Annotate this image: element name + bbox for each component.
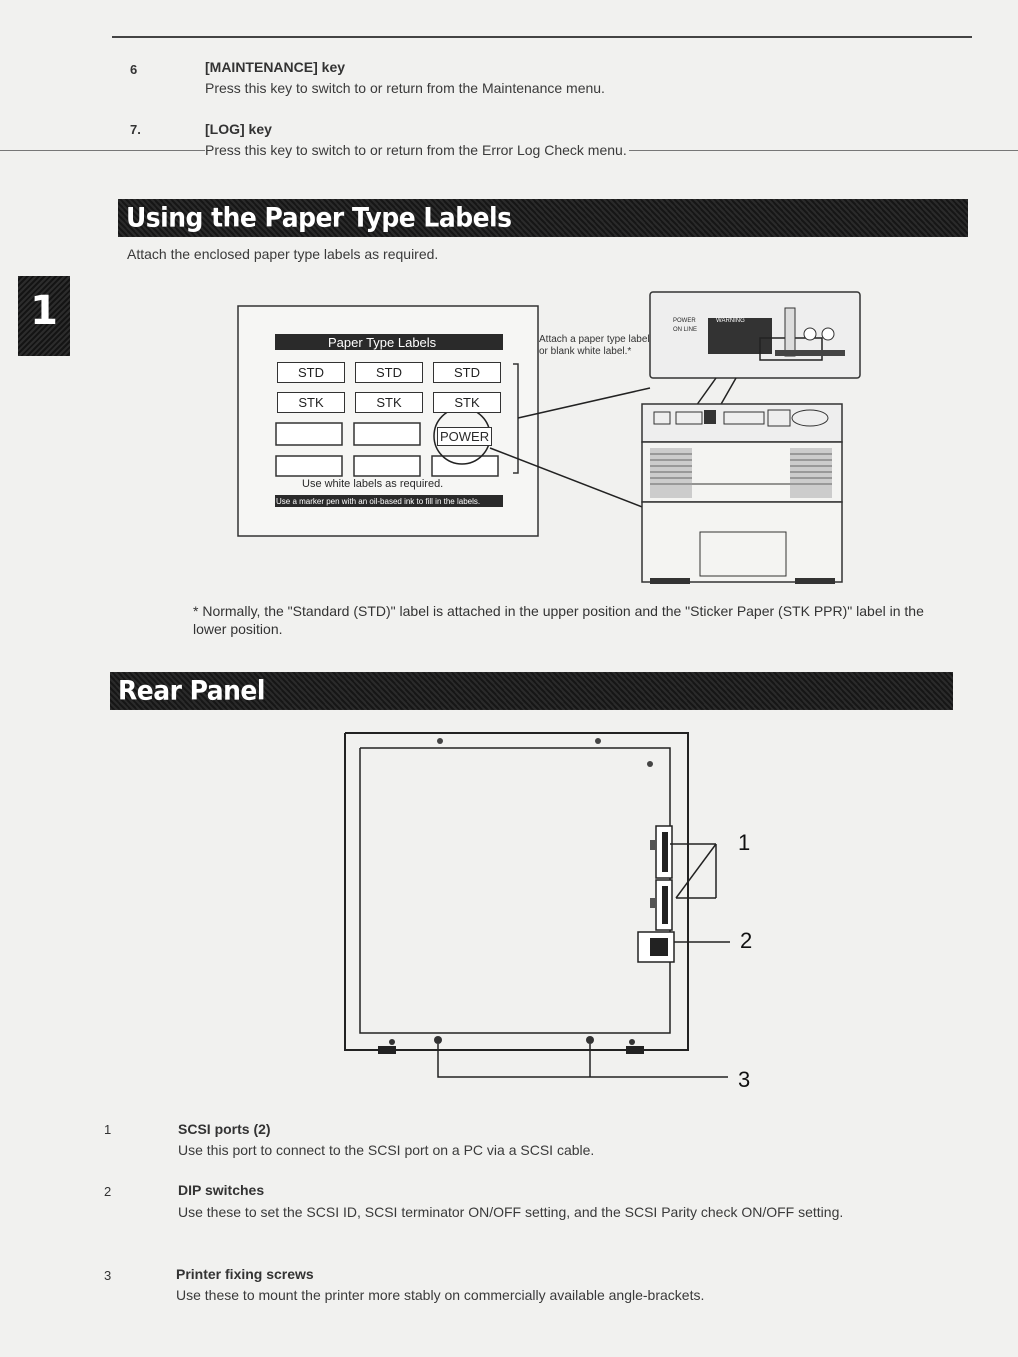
- key-title: [LOG] key: [205, 121, 272, 137]
- key-number: 6: [130, 62, 138, 77]
- key-description: Press this key to switch to or return from the Maintenance menu.: [205, 80, 605, 96]
- panel-power-text: POWER: [673, 318, 696, 324]
- label-stk: STK: [355, 392, 423, 413]
- section-banner-paper-labels: Using the Paper Type Labels: [118, 199, 968, 237]
- top-rule: [112, 36, 972, 38]
- panel-online-text: ON LINE: [673, 327, 698, 333]
- chapter-tab: 1: [18, 276, 70, 356]
- label-power: POWER: [437, 427, 492, 446]
- item-description: Use these to mount the printer more stably on commercially available angle-brackets.: [176, 1287, 705, 1303]
- item-number: 2: [104, 1184, 112, 1199]
- label-stk: STK: [433, 392, 501, 413]
- section-intro: Attach the enclosed paper type labels as required.: [127, 246, 439, 262]
- label-std: STD: [277, 362, 345, 383]
- paper-labels-illustration: [230, 288, 880, 588]
- key-description: Press this key to switch to or return from the Error Log Check menu.: [205, 142, 627, 158]
- callout-3: 3: [738, 1067, 751, 1092]
- section-banner-rear-panel: Rear Panel: [110, 672, 953, 710]
- item-title: SCSI ports (2): [178, 1121, 271, 1137]
- item-title: DIP switches: [178, 1182, 265, 1198]
- panel-warning-text: WARNING: [716, 318, 745, 324]
- label-stk: STK: [277, 392, 345, 413]
- item-description: Use this port to connect to the SCSI port on a PC via a SCSI cable.: [178, 1142, 595, 1158]
- attach-note: Attach a paper type label or blank white label.*: [539, 334, 650, 357]
- item-number: 1: [104, 1122, 112, 1137]
- item-description: Use these to set the SCSI ID, SCSI terminator ON/OFF setting, and the SCSI Parity check ON/OFF setting.: [178, 1204, 844, 1220]
- labels-footnote: * Normally, the "Standard (STD)" label is attached in the upper position and the "Sticker Paper (STK PPR)" label in the lower position.: [193, 603, 924, 637]
- label-std: STD: [433, 362, 501, 383]
- callout-2: 2: [740, 928, 753, 953]
- item-title: Printer fixing screws: [176, 1266, 314, 1282]
- key-title: [MAINTENANCE] key: [205, 59, 346, 75]
- label-std: STD: [355, 362, 423, 383]
- key-number: 7.: [130, 122, 141, 137]
- label-sheet-title: Paper Type Labels: [328, 335, 437, 350]
- rear-panel-illustration: [340, 728, 800, 1098]
- label-sheet-footer: Use white labels as required.: [302, 478, 444, 490]
- label-sheet-footer-2: Use a marker pen with an oil-based ink to fill in the labels.: [276, 497, 481, 506]
- callout-1: 1: [738, 830, 751, 855]
- item-number: 3: [104, 1268, 112, 1283]
